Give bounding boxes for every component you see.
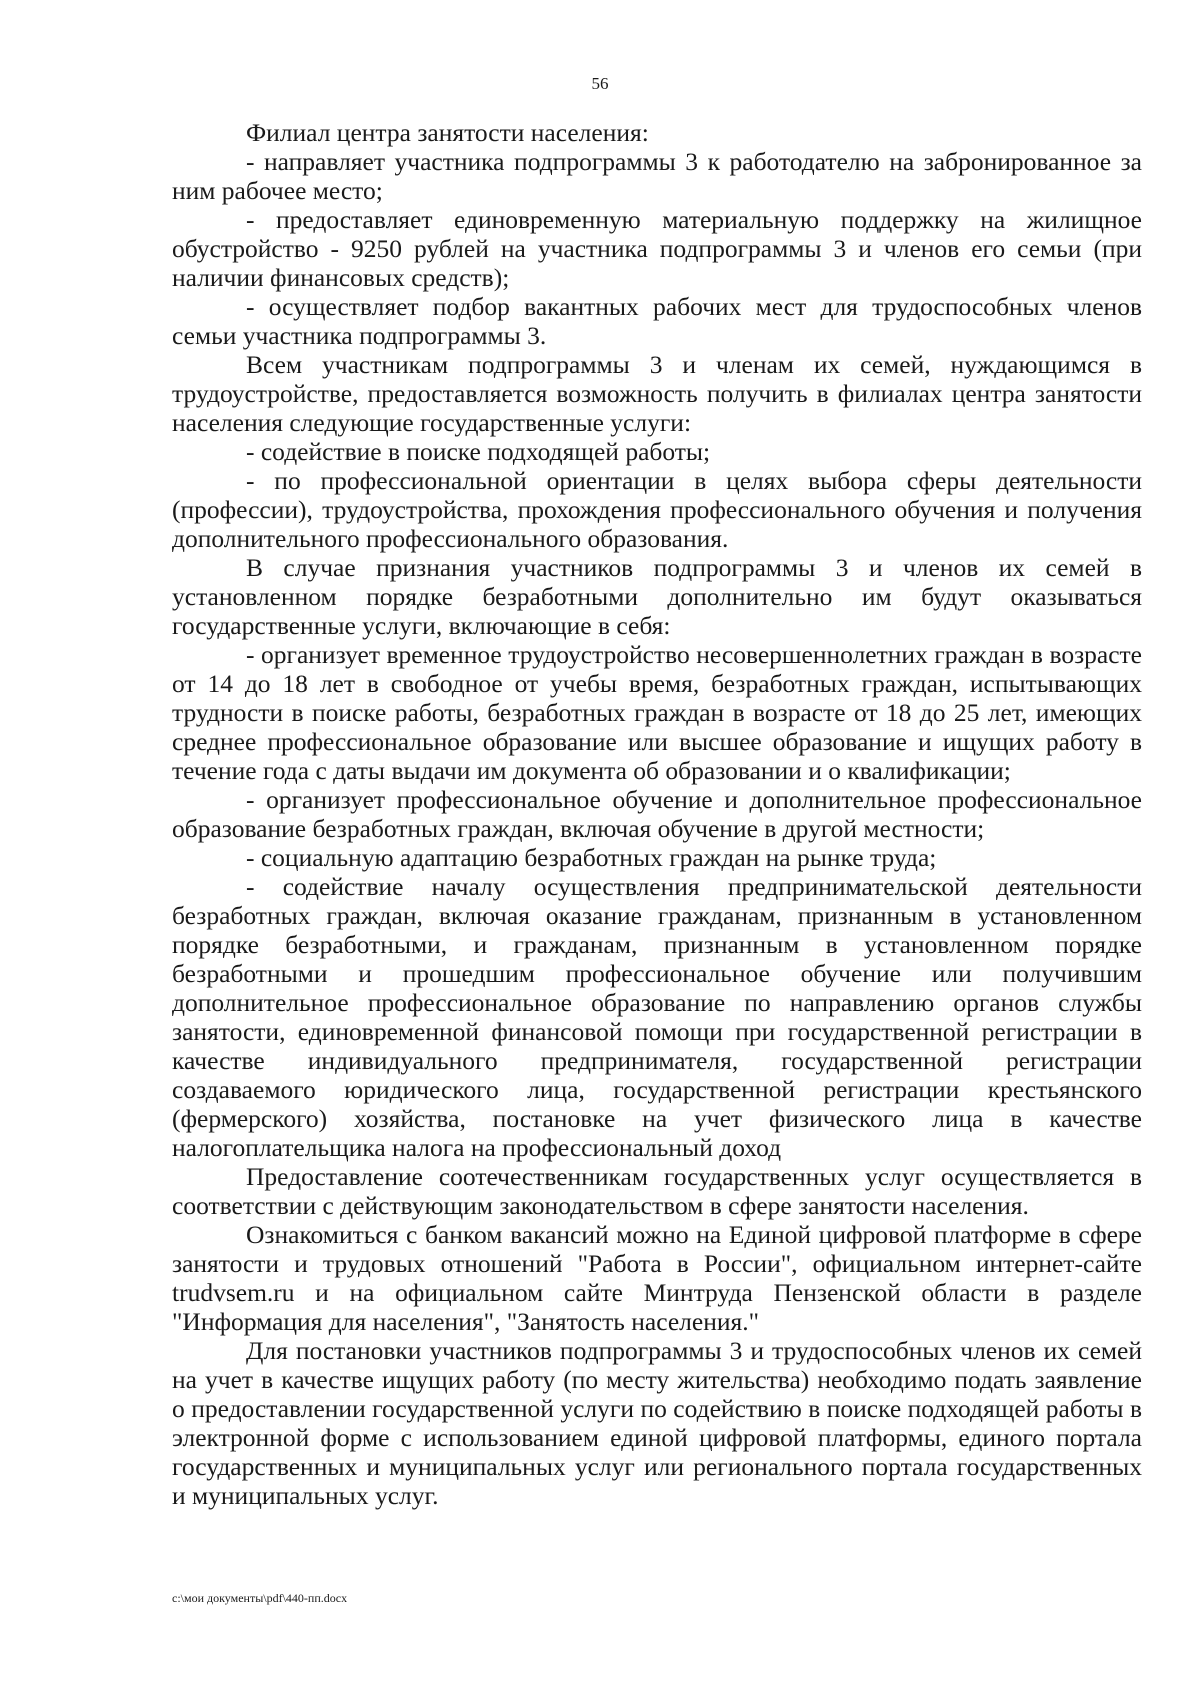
paragraph: В случае признания участников подпрограммы 3 и членов их семей в установленном порядке безработными дополнительно им будут оказываться государственные услуги, включающие в себя:: [172, 553, 1142, 640]
paragraph: Для постановки участников подпрограммы 3 и трудоспособных членов их семей на учет в качестве ищущих работу (по месту жительства) необходимо подать заявление о предоставлении государственной услуги по содействию в поиске подходящей работы в электронной форме с использованием единой цифровой платформы, единого портала государственных и муниципальных услуг или регионального портала государственных и муниципальных услуг.: [172, 1336, 1142, 1510]
paragraph: Филиал центра занятости населения:: [246, 118, 649, 147]
paragraph: - предоставляет единовременную материальную поддержку на жилищное обустройство - 9250 рублей на участника подпрограммы 3 и членов его семьи (при наличии финансовых средств);: [172, 205, 1142, 292]
footer-file-path: c:\мои документы\pdf\440-пп.docx: [172, 1591, 348, 1605]
paragraph: Ознакомиться с банком вакансий можно на Единой цифровой платформе в сфере занятости и трудовых отношений "Работа в России", официальном интернет-сайте trudvsem.ru и на официальном сайте Минтруда Пензенской области в разделе "Информация для населения", "Занятость населения.": [172, 1220, 1142, 1336]
paragraph: - содействие в поиске подходящей работы;: [246, 437, 711, 466]
paragraph: - содействие началу осуществления предпринимательской деятельности безработных граждан, включая оказание гражданам, признанным в установленном порядке безработными, и гражданам, признанным в установленном порядке безработными и прошедшим профессиональное обучение или получившим дополнительное профессиональное образование по направлению органов службы занятости, единовременной финансовой помощи при государственной регистрации в качестве индивидуального предпринимателя, государственной регистрации создаваемого юридического лица, государственной регистрации крестьянского (фермерского) хозяйства, постановке на учет физического лица в качестве налогоплательщика налога на профессиональный доход: [172, 872, 1142, 1162]
document-body: [172, 118, 1142, 1510]
paragraph: Всем участникам подпрограммы 3 и членам их семей, нуждающимся в трудоустройстве, предоставляется возможность получить в филиалах центра занятости населения следующие государственные услуги:: [172, 350, 1142, 437]
paragraph: - осуществляет подбор вакантных рабочих мест для трудоспособных членов семьи участника подпрограммы 3.: [172, 292, 1142, 350]
page-number: 56: [591, 74, 609, 93]
paragraph: - организует профессиональное обучение и дополнительное профессиональное образование безработных граждан, включая обучение в другой местности;: [172, 785, 1142, 843]
paragraph: - по профессиональной ориентации в целях выбора сферы деятельности (профессии), трудоустройства, прохождения профессионального обучения и получения дополнительного профессионального образования.: [172, 466, 1142, 553]
paragraph: Предоставление соотечественникам государственных услуг осуществляется в соответствии с действующим законодательством в сфере занятости населения.: [172, 1162, 1142, 1220]
paragraph: - организует временное трудоустройство несовершеннолетних граждан в возрасте от 14 до 18 лет в свободное от учебы время, безработных граждан, испытывающих трудности в поиске работы, безработных граждан в возрасте от 18 до 25 лет, имеющих среднее профессиональное образование или высшее образование и ищущих работу в течение года с даты выдачи им документа об образовании и о квалификации;: [172, 640, 1142, 785]
paragraph: - направляет участника подпрограммы 3 к работодателю на забронированное за ним рабочее место;: [172, 147, 1142, 205]
paragraph: - социальную адаптацию безработных граждан на рынке труда;: [246, 843, 937, 872]
